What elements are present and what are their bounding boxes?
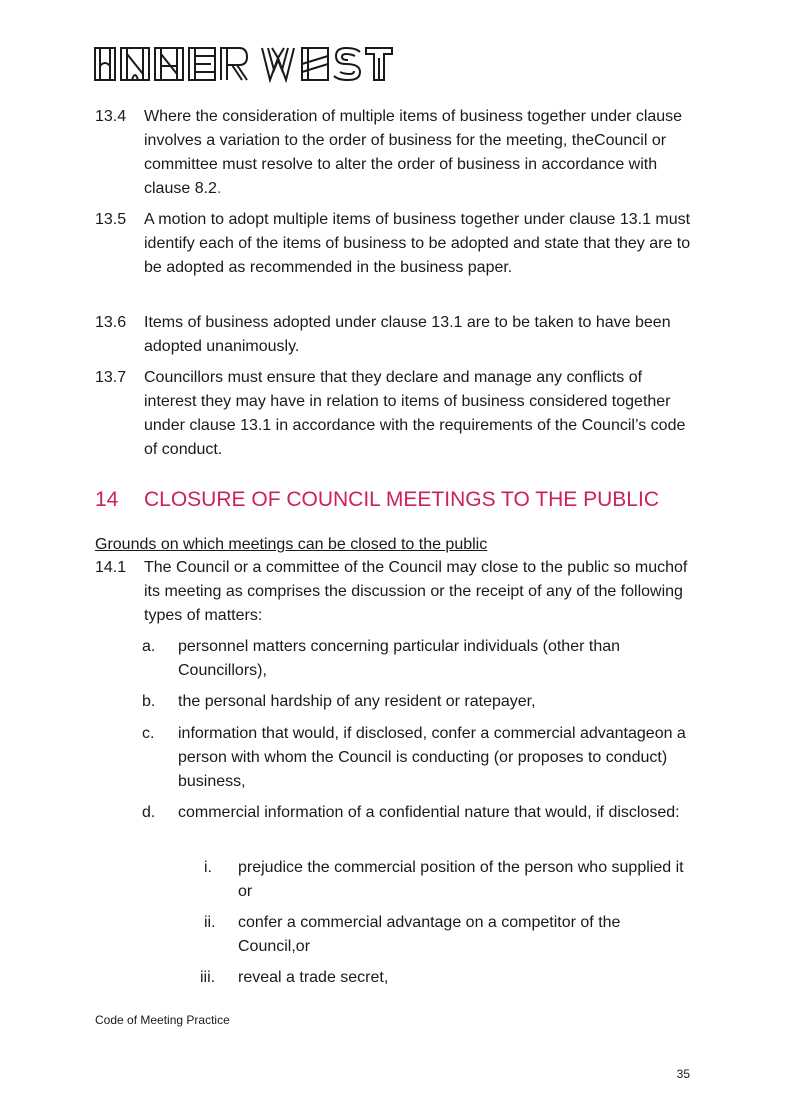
list-item: [142, 635, 690, 683]
clause-number: 13.6: [95, 314, 127, 331]
item-marker: a.: [142, 638, 156, 655]
clause-text: A motion to adopt multiple items of business together under clause 13.1 must identify each of the items of business to be adopted and state that they are to be adopted as recommended in the business paper.: [144, 211, 691, 276]
clause-text: Items of business adopted under clause 13.1 are to be taken to have been adopted unanimously.: [144, 314, 671, 355]
list-subitem: [204, 911, 690, 959]
item-text: prejudice the commercial position of the person who supplied it or: [238, 859, 684, 900]
item-text: personnel matters concerning particular individuals (other than Councillors),: [178, 638, 621, 679]
list-item: [142, 722, 690, 794]
section-number: 14: [95, 488, 119, 511]
clause-13-7: [95, 366, 695, 462]
clause-number: 13.4: [95, 108, 127, 125]
clause-text: Councillors must ensure that they declare and manage any conflicts of interest they may have in relation to items of business considered together under clause 13.1 in accordance with the requirements of the Council’s code of conduct.: [144, 369, 686, 458]
item-text: the personal hardship of any resident or ratepayer,: [178, 693, 536, 710]
item-text: reveal a trade secret,: [238, 969, 389, 986]
clause-number: 14.1: [95, 559, 127, 576]
item-marker: b.: [142, 693, 156, 710]
section-title: CLOSURE OF COUNCIL MEETINGS TO THE PUBLIC: [144, 488, 659, 511]
clause-13-6: [95, 311, 695, 359]
subheading: Grounds on which meetings can be closed to the public: [95, 536, 488, 553]
clause-number: 13.5: [95, 211, 127, 228]
item-marker: iii.: [200, 969, 216, 986]
item-marker: i.: [204, 859, 212, 876]
list-item: [142, 690, 690, 714]
item-text: information that would, if disclosed, confer a commercial advantageon a person with whom the Council is conducting (or proposes to conduct) business,: [178, 725, 686, 790]
item-marker: c.: [142, 725, 155, 742]
list-item: [142, 801, 690, 825]
section-heading: [95, 486, 659, 514]
list-subitem: [204, 856, 690, 904]
item-marker: d.: [142, 804, 156, 821]
clause-13-5: [95, 208, 695, 280]
item-text: confer a commercial advantage on a competitor of the Council,or: [238, 914, 621, 955]
clause-text: Where the consideration of multiple items of business together under clause involves a variation to the order of business for the meeting, theCouncil or committee must resolve to alter the order of business in accordance with clause 8.2.: [144, 108, 683, 197]
clause-text: The Council or a committee of the Council may close to the public so muchof its meeting as comprises the discussion or the receipt of any of the following types of matters:: [144, 559, 688, 624]
list-subitem: [200, 966, 690, 990]
clause-14-1: [95, 556, 695, 628]
clause-number: 13.7: [95, 369, 127, 386]
footer-doc-title: Code of Meeting Practice: [95, 1013, 230, 1027]
item-text: commercial information of a confidential nature that would, if disclosed:: [178, 804, 680, 821]
page-number: 35: [676, 1067, 690, 1081]
inner-west-logo: [94, 40, 394, 90]
item-marker: ii.: [204, 914, 216, 931]
clause-13-4: [95, 105, 695, 201]
